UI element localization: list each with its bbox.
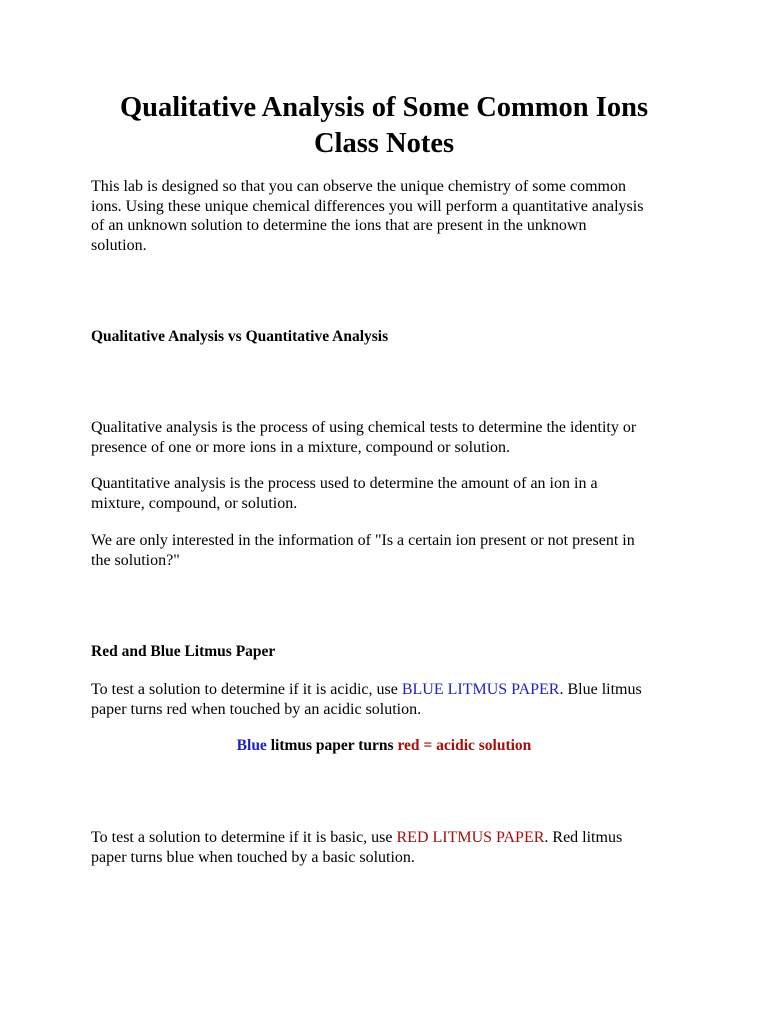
paragraph-line: Quantitative analysis is the process used to determine the amount of an ion in a [91, 475, 598, 492]
red-litmus-highlight: RED LITMUS PAPER [396, 829, 545, 846]
intro-paragraph [91, 177, 691, 255]
basic-test-paragraph [91, 828, 691, 867]
rule-red-text: red = acidic solution [397, 737, 532, 754]
title-line-2: Class Notes [313, 128, 455, 159]
paragraph-line: the solution?" [91, 551, 180, 569]
page-title [60, 90, 708, 162]
acidic-text-pre: To test a solution to determine if it is acidic, use [91, 681, 402, 698]
title-line-1: Qualitative Analysis of Some Common Ions [119, 92, 649, 123]
paragraph-line: presence of one or more ions in a mixture, compound or solution. [91, 438, 511, 456]
quantitative-definition-paragraph [91, 474, 691, 513]
rule-middle-text: litmus paper turns [266, 737, 398, 754]
rule-blue-word: Blue [236, 737, 267, 754]
basic-text-post: . Red litmus [544, 829, 623, 846]
paragraph-line [91, 680, 691, 700]
acidic-rule-line [0, 736, 768, 756]
paragraph-line: paper turns blue when touched by a basic solution. [91, 848, 415, 866]
basic-text-pre: To test a solution to determine if it is basic, use [91, 829, 397, 846]
paragraph-line: mixture, compound, or solution. [91, 494, 298, 512]
paragraph-line: Qualitative analysis is the process of using chemical tests to determine the identity or [91, 419, 637, 436]
intro-line: This lab is designed so that you can observe the unique chemistry of some common [91, 178, 626, 195]
blue-litmus-highlight: BLUE LITMUS PAPER [401, 681, 560, 698]
section-heading-qualitative-vs-quantitative: Qualitative Analysis vs Quantitative Analysis [91, 328, 389, 345]
acidic-text-post: . Blue litmus [559, 681, 642, 698]
paragraph-line: paper turns red when touched by an acidic solution. [91, 700, 422, 718]
intro-line: ions. Using these unique chemical differences you will perform a quantitative analysis [91, 197, 644, 215]
acidic-test-paragraph [91, 680, 691, 719]
paragraph-line [91, 828, 691, 848]
intro-line: solution. [91, 236, 147, 254]
section-heading-litmus-paper: Red and Blue Litmus Paper [91, 643, 276, 660]
qualitative-definition-paragraph [91, 418, 691, 457]
paragraph-line: We are only interested in the information of "Is a certain ion present or not present in [91, 532, 635, 549]
intro-line: of an unknown solution to determine the ions that are present in the unknown [91, 217, 587, 235]
interest-paragraph [91, 531, 691, 570]
